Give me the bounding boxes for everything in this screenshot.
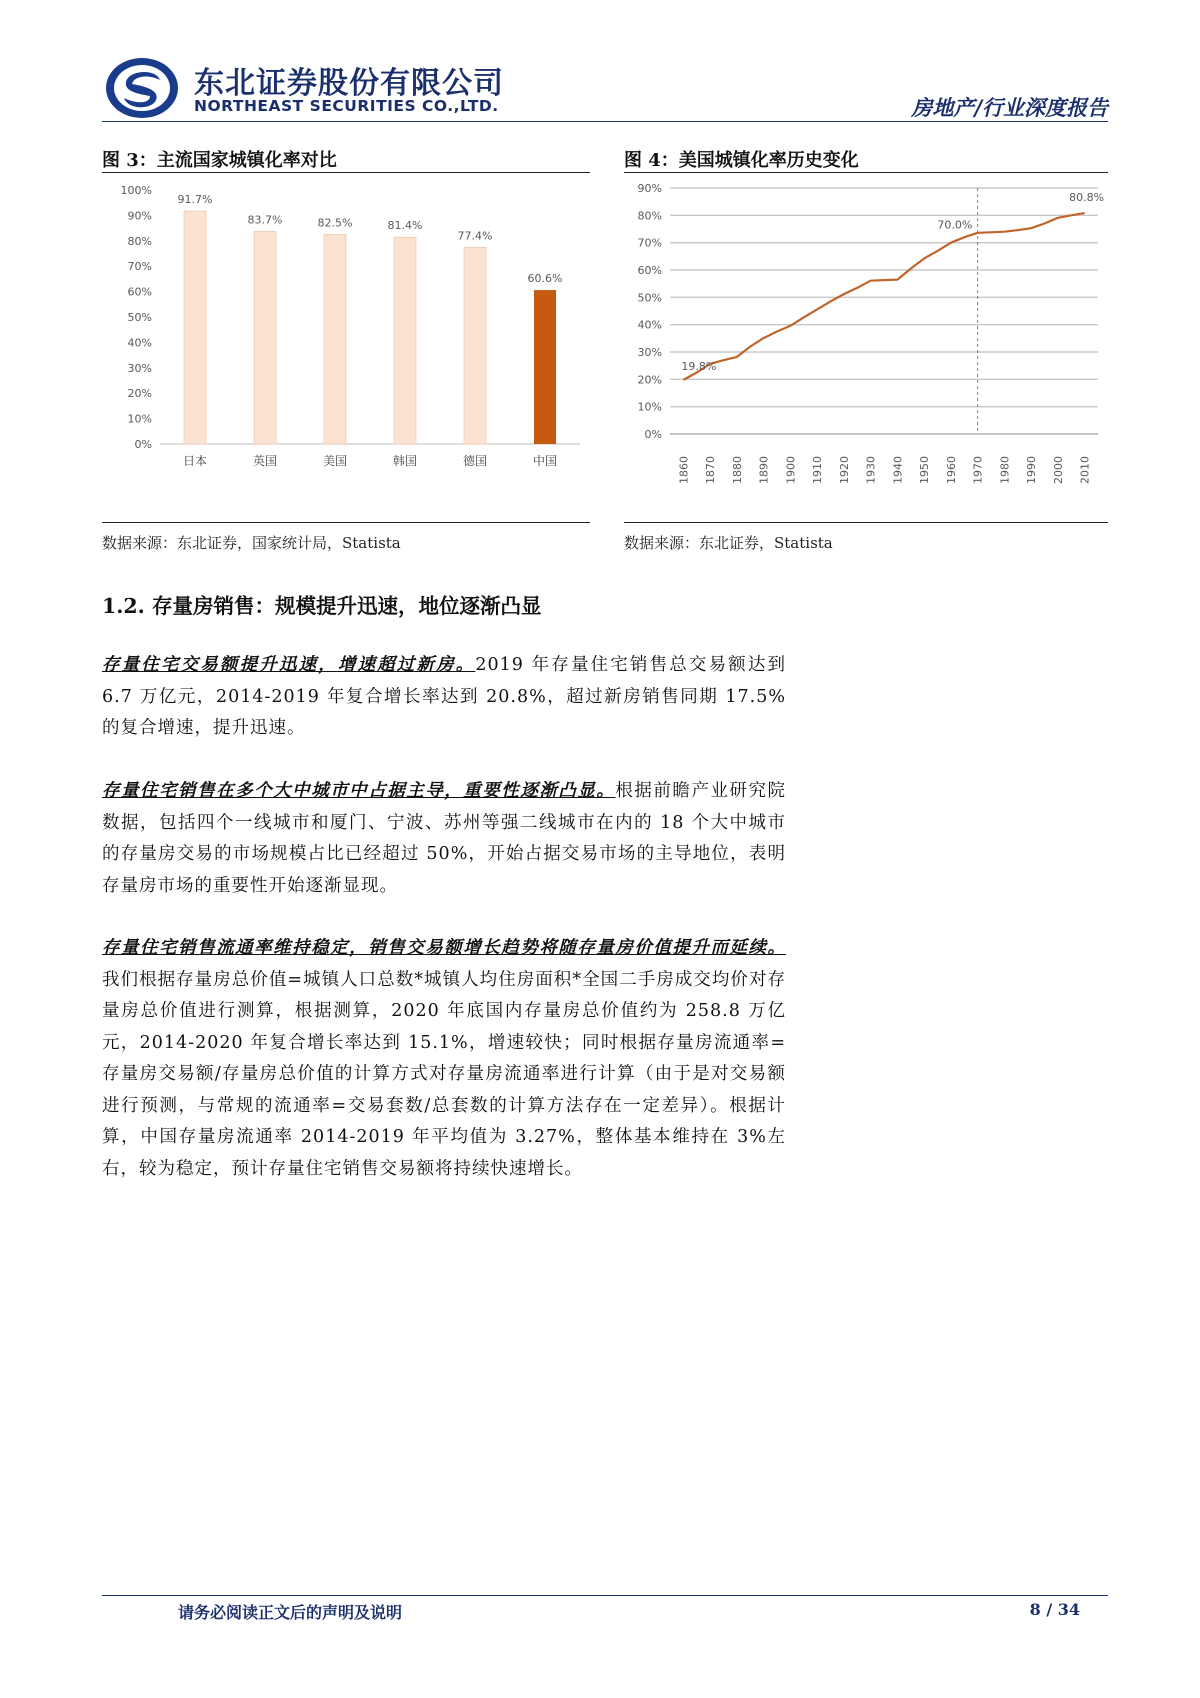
x-tick-label: 1950 bbox=[918, 456, 932, 484]
x-tick-label: 1980 bbox=[998, 456, 1012, 484]
x-tick-label: 德国 bbox=[462, 454, 488, 468]
y-tick-label: 30% bbox=[637, 346, 662, 359]
y-tick-label: 40% bbox=[637, 318, 662, 332]
bar-data-label: 81.4% bbox=[387, 219, 423, 233]
y-tick-label: 80% bbox=[127, 234, 152, 248]
bar bbox=[254, 231, 276, 444]
y-tick-label: 0% bbox=[644, 428, 662, 441]
x-tick-label: 韩国 bbox=[392, 454, 418, 468]
line-data-label: 80.8% bbox=[1069, 191, 1105, 205]
paragraph-3 bbox=[102, 933, 786, 1185]
section-heading: 1.2. 存量房销售：规模提升迅速，地位逐渐凸显 bbox=[102, 594, 542, 618]
y-tick-label: 70% bbox=[127, 260, 152, 274]
y-tick-label: 90% bbox=[637, 182, 662, 195]
line-data-label: 19.8% bbox=[681, 359, 717, 373]
bar bbox=[534, 290, 556, 444]
x-tick-label: 1860 bbox=[677, 456, 691, 484]
bar-data-label: 77.4% bbox=[457, 229, 493, 243]
company-logo bbox=[104, 56, 180, 120]
y-tick-label: 40% bbox=[127, 336, 152, 350]
y-tick-label: 50% bbox=[127, 311, 152, 324]
paragraph-2 bbox=[102, 776, 786, 902]
x-tick-label: 1960 bbox=[944, 456, 958, 484]
paragraph-1-lead: 存量住宅交易额提升迅速，增速超过新房。 bbox=[102, 655, 476, 675]
figure3-top-rule bbox=[102, 172, 590, 173]
y-tick-label: 90% bbox=[127, 209, 152, 223]
x-tick-label: 1940 bbox=[891, 456, 905, 484]
x-tick-label: 1890 bbox=[757, 456, 771, 484]
y-tick-label: 20% bbox=[127, 387, 152, 401]
x-tick-label: 1900 bbox=[784, 456, 798, 484]
y-tick-label: 0% bbox=[134, 438, 152, 451]
y-tick-label: 60% bbox=[127, 285, 152, 299]
x-tick-label: 2010 bbox=[1078, 456, 1092, 484]
company-name-en: NORTHEAST SECURITIES CO.,LTD. bbox=[194, 97, 499, 115]
paragraph-2-text: 根据前瞻产业研究院数据，包括四个一线城市和厦门、宁波、苏州等强二线城市在内的 18 个大中城市的存量房交易的市场规模占比已经超过 50%，开始占据交易市场的主导地位，表明存量房市场的重要性开始逐渐显现。 bbox=[102, 781, 787, 896]
report-type: 房地产/行业深度报告 bbox=[911, 95, 1108, 120]
bar bbox=[184, 211, 206, 444]
figure4-bottom-rule bbox=[624, 522, 1108, 523]
x-tick-label: 1880 bbox=[730, 456, 744, 484]
header-divider bbox=[102, 121, 1108, 122]
figure3-bottom-rule bbox=[102, 522, 590, 523]
bar-data-label: 83.7% bbox=[247, 213, 283, 227]
bar-data-label: 60.6% bbox=[527, 272, 563, 286]
x-tick-label: 1990 bbox=[1025, 456, 1039, 484]
x-tick-label: 2000 bbox=[1051, 456, 1065, 484]
bar bbox=[394, 237, 416, 444]
x-tick-label: 1910 bbox=[811, 456, 825, 484]
paragraph-1-text: 2019 年存量住宅销售总交易额达到 6.7 万亿元，2014-2019 年复合增长率达到 20.8%，超过新房销售同期 17.5%的复合增速，提升迅速。 bbox=[102, 655, 786, 738]
company-name-cn: 东北证券股份有限公司 bbox=[194, 66, 504, 101]
y-tick-label: 30% bbox=[127, 361, 152, 375]
y-tick-label: 60% bbox=[637, 264, 662, 277]
x-tick-label: 日本 bbox=[182, 454, 208, 468]
footer-disclaimer-note: 请务必阅读正文后的声明及说明 bbox=[178, 1603, 403, 1622]
y-tick-label: 10% bbox=[637, 400, 662, 414]
y-tick-label: 50% bbox=[637, 291, 662, 305]
bar-data-label: 82.5% bbox=[317, 216, 353, 230]
urbanization-series-line bbox=[683, 213, 1084, 380]
x-tick-label: 中国 bbox=[532, 454, 558, 468]
bar bbox=[324, 234, 346, 444]
paragraph-1 bbox=[102, 650, 786, 745]
page-number: 8 / 34 bbox=[1029, 1600, 1080, 1619]
y-tick-label: 80% bbox=[637, 209, 662, 223]
x-tick-label: 1920 bbox=[837, 456, 851, 484]
x-tick-label: 英国 bbox=[252, 454, 278, 468]
line-data-label: 70.0% bbox=[937, 218, 973, 232]
x-tick-label: 1930 bbox=[864, 456, 878, 484]
y-tick-label: 70% bbox=[637, 236, 662, 250]
y-tick-label: 20% bbox=[637, 373, 662, 387]
figure4-top-rule bbox=[624, 172, 1108, 173]
paragraph-3-text: 我们根据存量房总价值=城镇人口总数*城镇人均住房面积*全国二手房成交均价对存量房总价值进行测算，根据测算，2020 年底国内存量房总价值约为 258.8 万亿元，2014-2020 年复合增长率达到 15.1%，增速较快；同时根据存量房流通率=存量房交易额/存量房总价值的计算方式对存量房流通率进行计算（由于是对交易额进行预测，与常规的流通率=交易套数/总套数的计算方法存在一定差异）。根据计算，中国存量房流通率 2014-2019 年平均值为 3.27%，整体基本维持在 3%左右，较为稳定，预计存量住宅销售交易额将持续快速增长。 bbox=[102, 969, 786, 1179]
us-urbanization-line-chart bbox=[624, 176, 1108, 516]
x-tick-label: 美国 bbox=[322, 454, 348, 468]
y-tick-label: 10% bbox=[127, 412, 152, 426]
paragraph-3-lead: 存量住宅销售流通率维持稳定，销售交易额增长趋势将随存量房价值提升而延续。 bbox=[102, 938, 786, 958]
urbanization-bar-chart bbox=[102, 176, 590, 516]
x-tick-label: 1970 bbox=[971, 456, 985, 484]
figure4-title: 图 4：美国城镇化率历史变化 bbox=[624, 150, 859, 171]
x-tick-label: 1870 bbox=[704, 456, 718, 484]
figure3-title: 图 3：主流国家城镇化率对比 bbox=[102, 150, 337, 171]
footer-divider bbox=[102, 1595, 1108, 1596]
bar bbox=[464, 247, 486, 444]
figure4-source: 数据来源：东北证券，Statista bbox=[624, 534, 833, 552]
y-tick-label: 100% bbox=[120, 184, 152, 197]
paragraph-2-lead: 存量住宅销售在多个大中城市中占据主导，重要性逐渐凸显。 bbox=[102, 781, 616, 801]
bar-data-label: 91.7% bbox=[177, 193, 213, 207]
figure3-source: 数据来源：东北证券，国家统计局，Statista bbox=[102, 534, 401, 552]
